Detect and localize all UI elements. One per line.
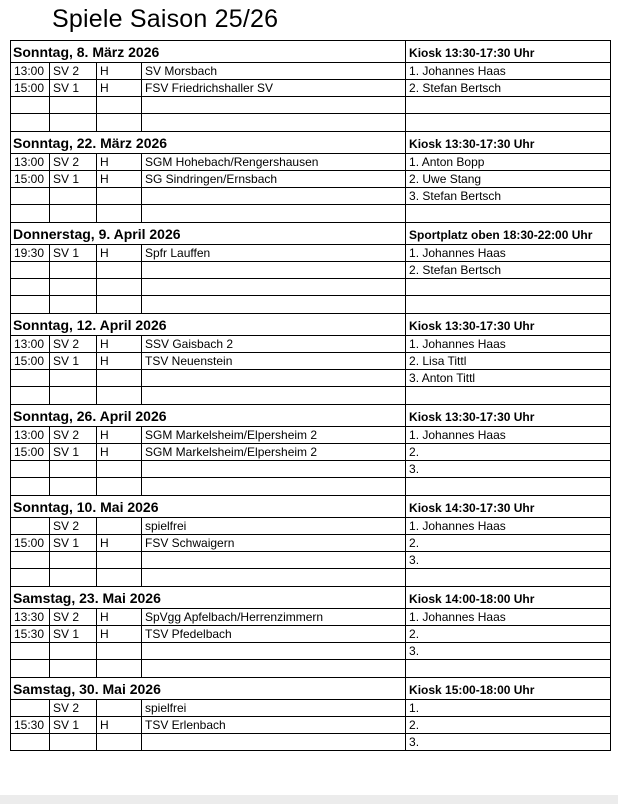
team-cell: SV 2 [50,154,97,171]
opponent-cell [142,552,406,569]
table-row [11,97,611,114]
time-cell [11,205,50,223]
venue-cell [97,552,142,569]
time-cell: 13:00 [11,336,50,353]
team-cell: SV 1 [50,80,97,97]
match-day-header [11,314,611,336]
venue-cell [97,279,142,296]
staff-cell [406,387,611,405]
team-cell [50,552,97,569]
opponent-cell [142,262,406,279]
table-row [11,245,611,262]
venue-cell: H [97,427,142,444]
staff-cell: 1. [406,700,611,717]
time-cell [11,518,50,535]
match-day-date: Sonntag, 12. April 2026 [11,314,406,336]
table-row [11,535,611,552]
table-row [11,80,611,97]
table-row [11,205,611,223]
venue-cell [97,387,142,405]
staff-cell [406,114,611,132]
opponent-cell: spielfrei [142,700,406,717]
team-cell: SV 1 [50,717,97,734]
opponent-cell: SGM Hohebach/Rengershausen [142,154,406,171]
staff-cell: 2. Uwe Stang [406,171,611,188]
table-row [11,387,611,405]
team-cell [50,114,97,132]
venue-cell [97,370,142,387]
staff-cell: 2. [406,717,611,734]
opponent-cell [142,478,406,496]
time-cell [11,114,50,132]
time-cell: 15:00 [11,444,50,461]
time-cell: 19:30 [11,245,50,262]
table-row [11,643,611,660]
staff-cell: 3. [406,734,611,751]
table-row [11,461,611,478]
venue-cell [97,660,142,678]
table-row [11,478,611,496]
staff-cell [406,478,611,496]
opponent-cell: spielfrei [142,518,406,535]
opponent-cell [142,643,406,660]
bottom-scroll-bar [0,795,618,804]
venue-cell [97,188,142,205]
team-cell [50,734,97,751]
table-row [11,609,611,626]
table-row [11,171,611,188]
staff-cell: 1. Anton Bopp [406,154,611,171]
table-row [11,660,611,678]
team-cell [50,188,97,205]
venue-cell [97,569,142,587]
opponent-cell: SGM Markelsheim/Elpersheim 2 [142,444,406,461]
opponent-cell [142,734,406,751]
table-row [11,188,611,205]
table-row [11,626,611,643]
time-cell: 15:30 [11,626,50,643]
table-row [11,336,611,353]
opponent-cell: SGM Markelsheim/Elpersheim 2 [142,427,406,444]
staff-cell: 1. Johannes Haas [406,245,611,262]
time-cell: 13:30 [11,609,50,626]
venue-cell: H [97,609,142,626]
time-cell [11,296,50,314]
opponent-cell: SG Sindringen/Ernsbach [142,171,406,188]
time-cell: 13:00 [11,427,50,444]
staff-cell [406,660,611,678]
staff-cell: 2. [406,444,611,461]
time-cell: 15:00 [11,535,50,552]
table-row [11,717,611,734]
staff-cell: 2. Lisa Tittl [406,353,611,370]
time-cell [11,262,50,279]
time-cell: 13:00 [11,154,50,171]
table-row [11,262,611,279]
team-cell: SV 2 [50,427,97,444]
staff-cell: 2. Stefan Bertsch [406,262,611,279]
table-row [11,154,611,171]
table-row [11,552,611,569]
opponent-cell: SpVgg Apfelbach/Herrenzimmern [142,609,406,626]
time-cell [11,643,50,660]
staff-cell: 3. Anton Tittl [406,370,611,387]
venue-cell: H [97,535,142,552]
match-day-date: Sonntag, 8. März 2026 [11,41,406,63]
team-cell: SV 1 [50,171,97,188]
opponent-cell [142,387,406,405]
opponent-cell: SV Morsbach [142,63,406,80]
time-cell: 15:30 [11,717,50,734]
venue-cell: H [97,171,142,188]
kiosk-hours: Kiosk 14:00-18:00 Uhr [406,587,611,609]
kiosk-hours: Sportplatz oben 18:30-22:00 Uhr [406,223,611,245]
time-cell: 15:00 [11,353,50,370]
match-day-header [11,496,611,518]
staff-cell: 2. Stefan Bertsch [406,80,611,97]
time-cell [11,370,50,387]
opponent-cell [142,660,406,678]
opponent-cell [142,114,406,132]
venue-cell [97,97,142,114]
match-day-date: Samstag, 23. Mai 2026 [11,587,406,609]
table-row [11,427,611,444]
team-cell [50,370,97,387]
time-cell [11,569,50,587]
table-row [11,353,611,370]
table-row [11,114,611,132]
staff-cell [406,296,611,314]
staff-cell: 3. [406,461,611,478]
opponent-cell [142,461,406,478]
time-cell [11,188,50,205]
team-cell [50,97,97,114]
staff-cell: 1. Johannes Haas [406,63,611,80]
team-cell [50,296,97,314]
team-cell: SV 2 [50,700,97,717]
team-cell [50,643,97,660]
venue-cell: H [97,626,142,643]
time-cell [11,660,50,678]
table-row [11,700,611,717]
opponent-cell [142,296,406,314]
venue-cell [97,296,142,314]
table-row [11,63,611,80]
venue-cell: H [97,336,142,353]
opponent-cell: FSV Schwaigern [142,535,406,552]
time-cell: 13:00 [11,63,50,80]
team-cell [50,478,97,496]
venue-cell: H [97,63,142,80]
venue-cell [97,262,142,279]
time-cell [11,279,50,296]
kiosk-hours: Kiosk 13:30-17:30 Uhr [406,132,611,154]
venue-cell [97,643,142,660]
venue-cell [97,114,142,132]
table-row [11,569,611,587]
match-day-header [11,223,611,245]
opponent-cell: FSV Friedrichshaller SV [142,80,406,97]
team-cell [50,387,97,405]
venue-cell [97,478,142,496]
table-row [11,296,611,314]
match-day-header [11,132,611,154]
team-cell [50,262,97,279]
match-day-header [11,41,611,63]
kiosk-hours: Kiosk 15:00-18:00 Uhr [406,678,611,700]
venue-cell: H [97,444,142,461]
staff-cell: 3. Stefan Bertsch [406,188,611,205]
team-cell [50,461,97,478]
venue-cell [97,700,142,717]
venue-cell [97,734,142,751]
time-cell: 15:00 [11,80,50,97]
staff-cell: 3. [406,552,611,569]
team-cell [50,569,97,587]
opponent-cell: SSV Gaisbach 2 [142,336,406,353]
venue-cell: H [97,80,142,97]
staff-cell [406,279,611,296]
match-day-date: Samstag, 30. Mai 2026 [11,678,406,700]
opponent-cell [142,205,406,223]
match-day-date: Sonntag, 22. März 2026 [11,132,406,154]
table-row [11,734,611,751]
staff-cell: 2. [406,535,611,552]
team-cell: SV 1 [50,444,97,461]
team-cell: SV 2 [50,63,97,80]
match-day-date: Sonntag, 26. April 2026 [11,405,406,427]
staff-cell: 1. Johannes Haas [406,609,611,626]
match-day-date: Sonntag, 10. Mai 2026 [11,496,406,518]
staff-cell [406,569,611,587]
time-cell [11,552,50,569]
staff-cell: 3. [406,643,611,660]
kiosk-hours: Kiosk 14:30-17:30 Uhr [406,496,611,518]
staff-cell [406,205,611,223]
opponent-cell: TSV Neuenstein [142,353,406,370]
time-cell [11,700,50,717]
venue-cell: H [97,717,142,734]
page-title: Spiele Saison 25/26 [52,5,279,33]
team-cell: SV 1 [50,245,97,262]
staff-cell: 1. Johannes Haas [406,427,611,444]
match-day-header [11,587,611,609]
venue-cell: H [97,245,142,262]
venue-cell [97,461,142,478]
opponent-cell: TSV Erlenbach [142,717,406,734]
staff-cell: 1. Johannes Haas [406,518,611,535]
time-cell [11,461,50,478]
match-day-date: Donnerstag, 9. April 2026 [11,223,406,245]
team-cell: SV 2 [50,518,97,535]
opponent-cell [142,279,406,296]
table-row [11,444,611,461]
time-cell [11,387,50,405]
team-cell [50,205,97,223]
team-cell [50,660,97,678]
time-cell [11,97,50,114]
team-cell: SV 1 [50,535,97,552]
team-cell: SV 2 [50,336,97,353]
staff-cell: 2. [406,626,611,643]
opponent-cell [142,370,406,387]
venue-cell [97,205,142,223]
kiosk-hours: Kiosk 13:30-17:30 Uhr [406,314,611,336]
team-cell: SV 1 [50,626,97,643]
opponent-cell: TSV Pfedelbach [142,626,406,643]
team-cell: SV 2 [50,609,97,626]
staff-cell [406,97,611,114]
time-cell: 15:00 [11,171,50,188]
venue-cell [97,518,142,535]
venue-cell: H [97,154,142,171]
table-row [11,518,611,535]
time-cell [11,478,50,496]
kiosk-hours: Kiosk 13:30-17:30 Uhr [406,405,611,427]
team-cell: SV 1 [50,353,97,370]
match-day-header [11,678,611,700]
schedule-table [10,40,611,751]
time-cell [11,734,50,751]
opponent-cell: Spfr Lauffen [142,245,406,262]
table-row [11,279,611,296]
opponent-cell [142,188,406,205]
kiosk-hours: Kiosk 13:30-17:30 Uhr [406,41,611,63]
staff-cell: 1. Johannes Haas [406,336,611,353]
table-row [11,370,611,387]
opponent-cell [142,569,406,587]
opponent-cell [142,97,406,114]
match-day-header [11,405,611,427]
team-cell [50,279,97,296]
venue-cell: H [97,353,142,370]
